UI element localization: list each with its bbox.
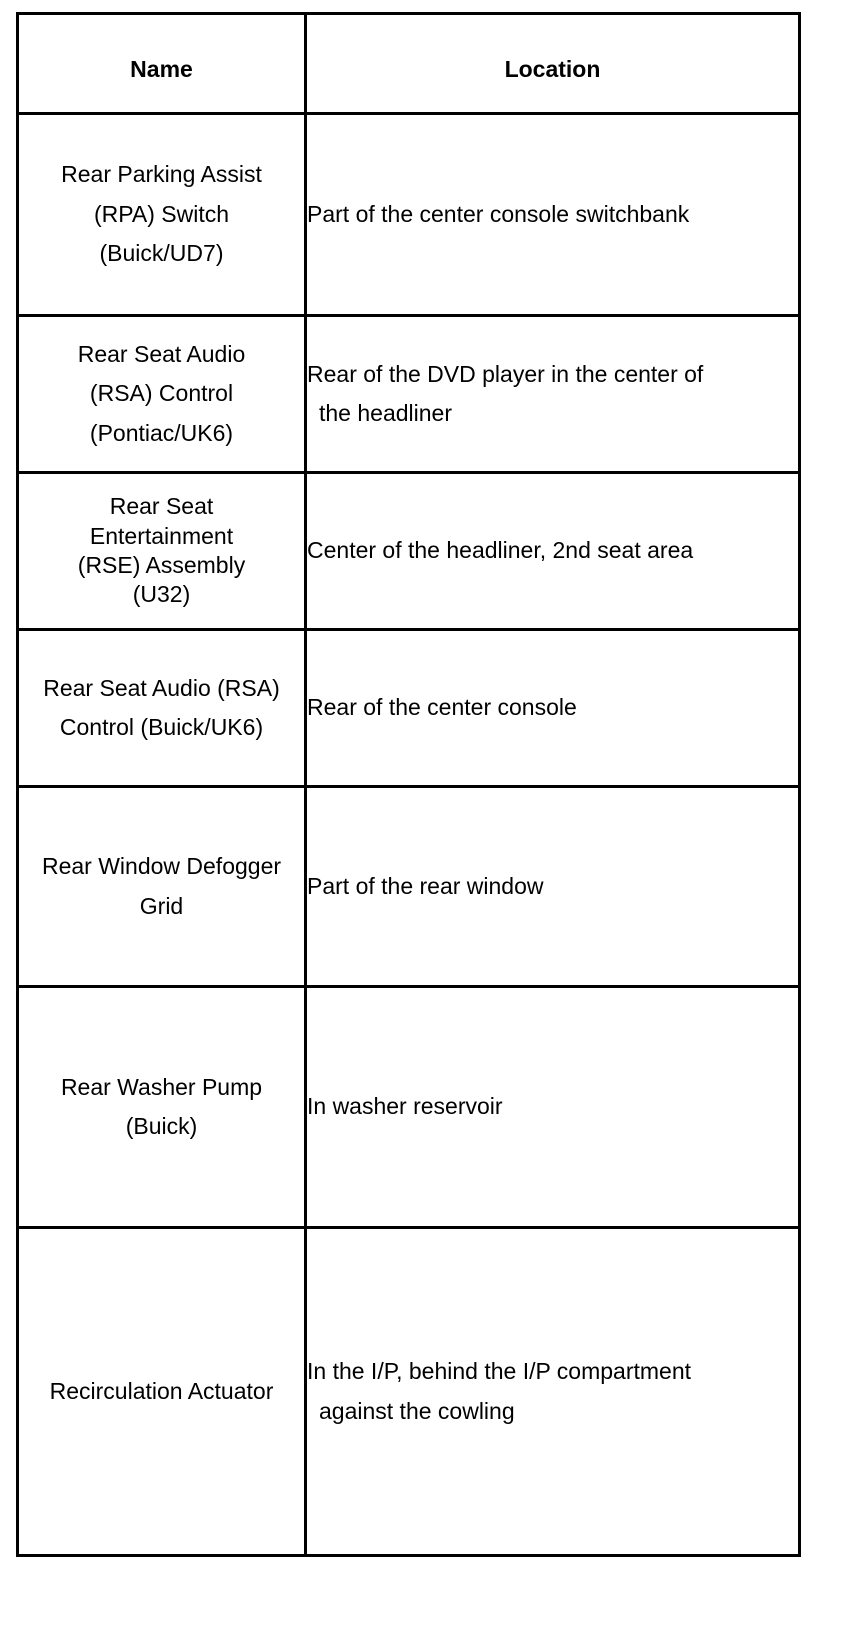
location-column-header: Location bbox=[306, 14, 800, 114]
name-line: (Pontiac/UK6) bbox=[89, 419, 234, 446]
table-row bbox=[18, 1228, 800, 1556]
name-line: (Buick/UD7) bbox=[99, 240, 224, 267]
name-cell bbox=[18, 473, 306, 630]
location-line: In the I/P, behind the I/P compartment bbox=[307, 1358, 692, 1385]
location-cell bbox=[306, 473, 800, 630]
name-line: Recirculation Actuator bbox=[49, 1377, 274, 1404]
name-line: Rear Parking Assist bbox=[61, 161, 262, 188]
table-row bbox=[18, 473, 800, 630]
component-locator-table bbox=[16, 12, 801, 1557]
location-line: In washer reservoir bbox=[307, 1093, 503, 1120]
name-cell bbox=[18, 316, 306, 473]
name-cell bbox=[18, 630, 306, 787]
location-line: against the cowling bbox=[319, 1397, 515, 1424]
name-line: (U32) bbox=[132, 581, 191, 608]
table-row bbox=[18, 114, 800, 316]
name-line: Entertainment bbox=[89, 522, 234, 549]
header-row bbox=[18, 14, 800, 114]
table-row bbox=[18, 316, 800, 473]
name-cell bbox=[18, 987, 306, 1228]
name-line: Rear Seat bbox=[109, 493, 214, 520]
name-line: Rear Seat Audio bbox=[77, 340, 246, 367]
name-cell bbox=[18, 114, 306, 316]
name-line: Rear Seat Audio (RSA) bbox=[43, 674, 280, 701]
location-line: Center of the headliner, 2nd seat area bbox=[307, 537, 694, 564]
location-line: Part of the rear window bbox=[307, 872, 544, 899]
table-row bbox=[18, 787, 800, 987]
location-cell bbox=[306, 987, 800, 1228]
table-row bbox=[18, 987, 800, 1228]
location-line: Rear of the DVD player in the center of bbox=[307, 360, 704, 387]
name-column-header: Name bbox=[18, 14, 306, 114]
name-line: (RPA) Switch bbox=[93, 200, 230, 227]
name-line: Control (Buick/UK6) bbox=[59, 714, 264, 740]
name-cell bbox=[18, 1228, 306, 1556]
location-line: the headliner bbox=[319, 400, 452, 426]
location-cell bbox=[306, 630, 800, 787]
location-line: Rear of the center console bbox=[307, 694, 577, 721]
name-line: Grid bbox=[139, 892, 184, 919]
location-cell bbox=[306, 114, 800, 316]
location-cell bbox=[306, 316, 800, 473]
name-line: Rear Washer Pump bbox=[60, 1073, 263, 1100]
table-row bbox=[18, 630, 800, 787]
location-cell bbox=[306, 1228, 800, 1556]
location-cell bbox=[306, 787, 800, 987]
name-line: (Buick) bbox=[125, 1113, 198, 1139]
name-cell bbox=[18, 787, 306, 987]
name-line: (RSA) Control bbox=[89, 380, 234, 407]
name-line: Rear Window Defogger bbox=[41, 853, 282, 880]
name-line: (RSE) Assembly bbox=[77, 552, 246, 578]
location-line: Part of the center console switchbank bbox=[307, 200, 690, 227]
